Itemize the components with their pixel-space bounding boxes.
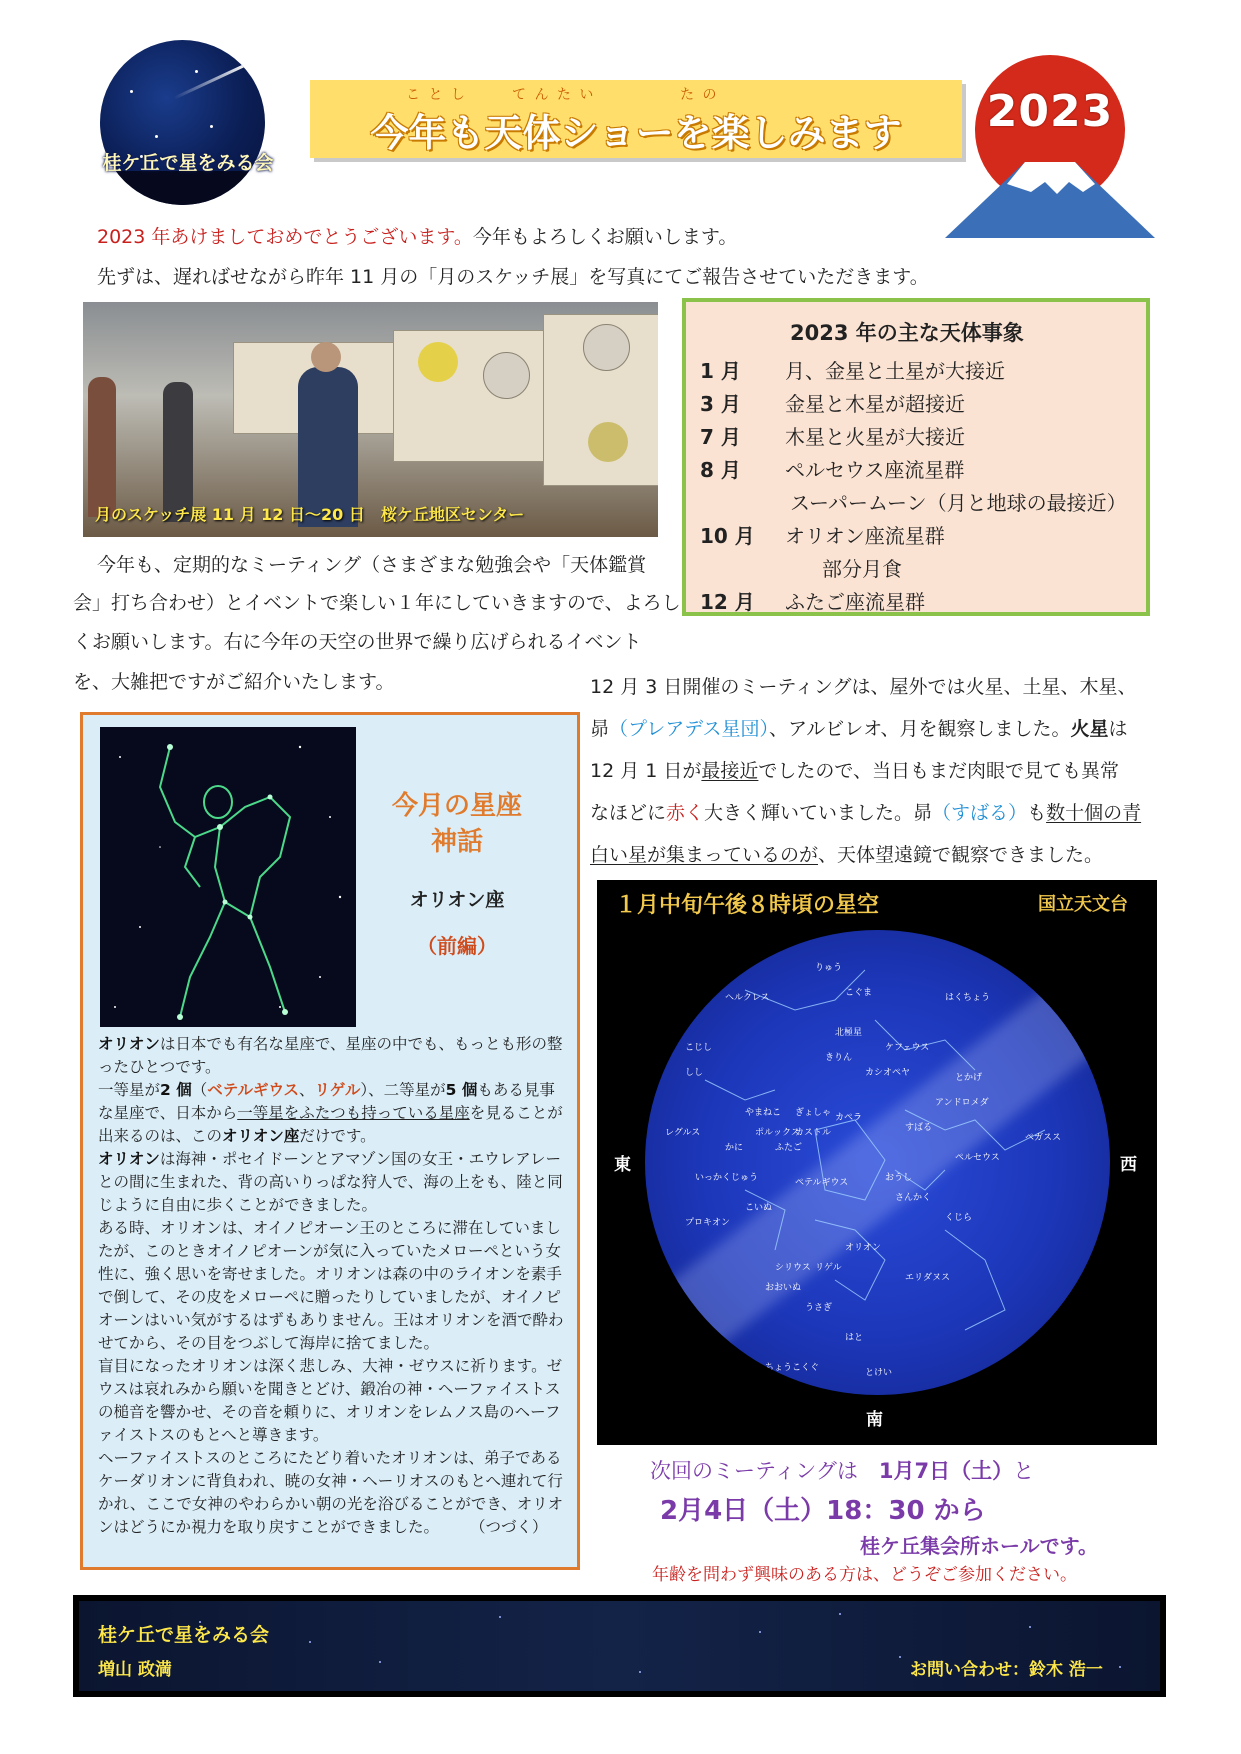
- myth-body: [98, 1033, 570, 1539]
- star-map-label: しし: [685, 1068, 704, 1078]
- star-map-label: ポルックス: [755, 1128, 800, 1138]
- greeting-red: 2023 年あけましておめでとうございます。: [97, 226, 473, 248]
- star-map-label: アンドロメダ: [935, 1098, 989, 1108]
- event-month: 10 月: [700, 524, 755, 548]
- star-map-label: いっかくじゅう: [695, 1173, 759, 1183]
- photo-caption: 月のスケッチ展 11 月 12 日～20 日 桜ケ丘地区センター: [95, 505, 525, 524]
- myth-paragraph: 盲目になったオリオンは深く悲しみ、大神・ゼウスに祈ります。ゼウスは哀れみから願いを聞きとどけ、鍛冶の神・ヘーファイストスの槌音を響かせ、その音を頼りに、オリオンをレムノス島のヘーファイストスのもとへと導きます。: [98, 1357, 563, 1444]
- greeting-rest: 今年もよろしくお願いします。: [472, 226, 738, 248]
- tree-silhouette: [100, 171, 265, 205]
- star-map-label: はと: [845, 1333, 864, 1343]
- star-map-label: ケフェウス: [885, 1043, 930, 1053]
- star-icon: [195, 70, 198, 73]
- body-left-line: を、大雑把ですがご紹介いたします。: [73, 671, 395, 693]
- intro-report: 先ずは、遅ればせながら昨年 11 月の「月のスケッチ展」を写真にてご報告させていただきます。: [97, 266, 929, 288]
- event-text: ペルセウス座流星群: [785, 458, 965, 482]
- star-map-label: おうし: [885, 1173, 913, 1183]
- myth-title-line2: 神話: [430, 827, 483, 857]
- events-title: 2023 年の主な天体事象: [790, 321, 1024, 345]
- orion-constellation-icon: [100, 727, 356, 1027]
- myth-paragraph: ヘーファイストスのところにたどり着いたオリオンは、弟子であるケーダリオンに背負われ、暁の女神・ヘーリオスのもとへ連れて行かれ、ここで女神のやわらかい朝の光を浴びることができ、オリオンはどうにか視力を取り戻すことができました。 （つづく）: [98, 1449, 564, 1536]
- footer-person: 増山 政満: [98, 1660, 172, 1680]
- event-text: 金星と木星が超接近: [785, 392, 965, 416]
- star-map-label: りゅう: [815, 963, 843, 973]
- direction-west: 西: [1120, 1155, 1137, 1175]
- body-left-line: くお願いします。右に今年の天空の世界で繰り広げられるイベント: [73, 631, 642, 653]
- shooting-star-icon: [173, 63, 247, 100]
- event-month: 3 月: [700, 392, 741, 416]
- ruby-tano: た の: [680, 87, 719, 103]
- direction-east: 東: [614, 1155, 631, 1175]
- star-map-label: こじし: [685, 1043, 713, 1053]
- star-icon: [155, 135, 158, 138]
- next-meeting-place: 桂ケ丘集会所ホールです。: [860, 1534, 1098, 1558]
- star-map-label: かに: [725, 1143, 744, 1153]
- body-right-line: 12 月 1 日が最接近でしたので、当日もまだ肉眼で見ても異常: [590, 760, 1120, 782]
- intro-greeting: [97, 222, 737, 249]
- year-label: 2023: [986, 86, 1114, 137]
- star-map-label: プロキオン: [685, 1218, 731, 1228]
- star-map-label: ちょうこくぐ: [765, 1363, 820, 1373]
- body-right-line: なほどに赤く大きく輝いていました。昴（すばる）も数十個の青: [590, 802, 1142, 824]
- star-map-label: うさぎ: [805, 1303, 833, 1313]
- myth-title: [372, 788, 542, 860]
- event-text: ふたご座流星群: [785, 590, 925, 614]
- star-map-label: とかげ: [955, 1073, 983, 1083]
- star-map-label: エリダヌス: [905, 1273, 951, 1283]
- star-map-label: はくちょう: [945, 993, 991, 1003]
- orion-illustration: [100, 727, 356, 1027]
- event-text: 月、金星と土星が大接近: [785, 359, 1005, 383]
- star-map-label: ペルセウス: [955, 1153, 1000, 1163]
- next-meeting-date: 2月4日（土）18：30 から: [660, 1496, 986, 1526]
- myth-constellation: オリオン座: [409, 889, 505, 911]
- myth-title-line1: 今月の星座: [391, 791, 522, 821]
- myth-paragraph: 一等星が2 個（ベテルギウス、リゲル）、二等星が5 個もある見事な星座で、日本から一等星をふたつも持っている星座を見ることが出来るのは、このオリオン座だけです。: [98, 1081, 563, 1145]
- direction-south: 南: [866, 1410, 883, 1430]
- event-text: スーパームーン（月と地球の最接近）: [790, 491, 1127, 515]
- event-text: 部分月食: [822, 557, 902, 581]
- star-map-label: こぐま: [845, 988, 873, 998]
- next-meeting-invite: 年齢を問わず興味のある方は、どうぞご参加ください。: [652, 1565, 1077, 1585]
- ruby-kotoshi: こ と し: [406, 87, 467, 103]
- star-map-label: きりん: [825, 1053, 853, 1063]
- sky-disc: [645, 930, 1110, 1395]
- event-text: オリオン座流星群: [785, 524, 945, 548]
- next-meeting-line1: 次回のミーティングは 1月7日（土）と: [650, 1459, 1035, 1483]
- star-map-label: カペラ: [835, 1113, 863, 1123]
- star-map-label: カストル: [795, 1128, 832, 1138]
- logo-badge: [100, 40, 265, 205]
- event-month: 7 月: [700, 425, 741, 449]
- star-map-label: くじら: [945, 1213, 973, 1223]
- page-title: 今年も天体ショーを楽しみます: [370, 111, 902, 155]
- event-month: 8 月: [700, 458, 741, 482]
- footer-org: 桂ケ丘で星をみる会: [98, 1624, 270, 1646]
- star-icon: [130, 90, 133, 93]
- star-map-label: シリウス: [775, 1263, 811, 1273]
- star-map-label: ペガスス: [1025, 1133, 1062, 1143]
- constellation-lines: [645, 930, 1110, 1395]
- body-left-line: 会」打ち合わせ）とイベントで楽しい１年にしていきますので、よろし: [73, 592, 681, 614]
- myth-paragraph: ある時、オリオンは、オイノピオーン王のところに滞在していましたが、このときオイノピオーンが気に入っていたメローペという女性に、強く思いを寄せました。オリオンは森の中のライオンを素手で倒して、その皮をメローペに贈ったりしていましたが、オイノピオーンはいい気がするはずもありません。王はオリオンを酒で酔わせてから、その目をつぶして海岸に捨てました。: [98, 1219, 564, 1352]
- star-map-label: ペテルギウス: [795, 1178, 849, 1188]
- logo-text: 桂ケ丘で星をみる会: [102, 152, 274, 174]
- star-map-source: 国立天文台: [1038, 894, 1128, 915]
- star-map-label: オリオン: [845, 1243, 881, 1253]
- body-right-line: 12 月 3 日開催のミーティングは、屋外では火星、土星、木星、: [590, 676, 1137, 698]
- star-map-label: こいぬ: [745, 1203, 773, 1213]
- star-map-label: レグルス: [665, 1128, 701, 1138]
- body-left-line: 今年も、定期的なミーティング（さまざまな勉強会や「天体鑑賞: [97, 554, 647, 576]
- star-map-label: ふたご: [775, 1143, 803, 1153]
- star-map-label: カシオペヤ: [865, 1068, 911, 1078]
- event-text: 木星と火星が大接近: [785, 425, 965, 449]
- myth-paragraph: オリオンは日本でも有名な星座で、星座の中でも、もっとも形の整ったひとつです。: [98, 1035, 563, 1076]
- star-map-label: さんかく: [895, 1193, 932, 1203]
- body-right-line: 白い星が集まっているのが、天体望遠鏡で観察できました。: [590, 844, 1104, 866]
- myth-part: （前編）: [417, 934, 497, 958]
- star-map-title: １月中旬午後８時頃の星空: [615, 893, 880, 918]
- star-map-label: とけい: [865, 1368, 893, 1378]
- star-map-label: ヘルクレス: [725, 993, 770, 1003]
- footer-contact: お問い合わせ：鈴木 浩一: [910, 1660, 1103, 1680]
- myth-paragraph: オリオンは海神・ポセイドーンとアマゾン国の女王・エウレアレーとの間に生まれた、背の高いりっぱな狩人で、海の上をも、陸と同じように自由に歩くことができました。: [98, 1150, 563, 1214]
- ruby-tentai: て ん た い: [512, 87, 596, 103]
- star-map-label: やまねこ: [745, 1108, 782, 1118]
- star-icon: [210, 125, 213, 128]
- star-map-label: ぎょしゃ: [795, 1108, 832, 1118]
- body-right-line: 昴（プレアデス星団）、アルビレオ、月を観察しました。火星は: [590, 718, 1128, 740]
- star-map-label: おおいぬ: [765, 1283, 802, 1293]
- star-map-label: リゲル: [815, 1263, 842, 1273]
- mount-fuji-icon: [945, 150, 1155, 240]
- event-month: 12 月: [700, 590, 755, 614]
- star-map-label: 北極星: [835, 1028, 863, 1038]
- event-month: 1 月: [700, 359, 741, 383]
- star-map-label: すばる: [905, 1123, 933, 1133]
